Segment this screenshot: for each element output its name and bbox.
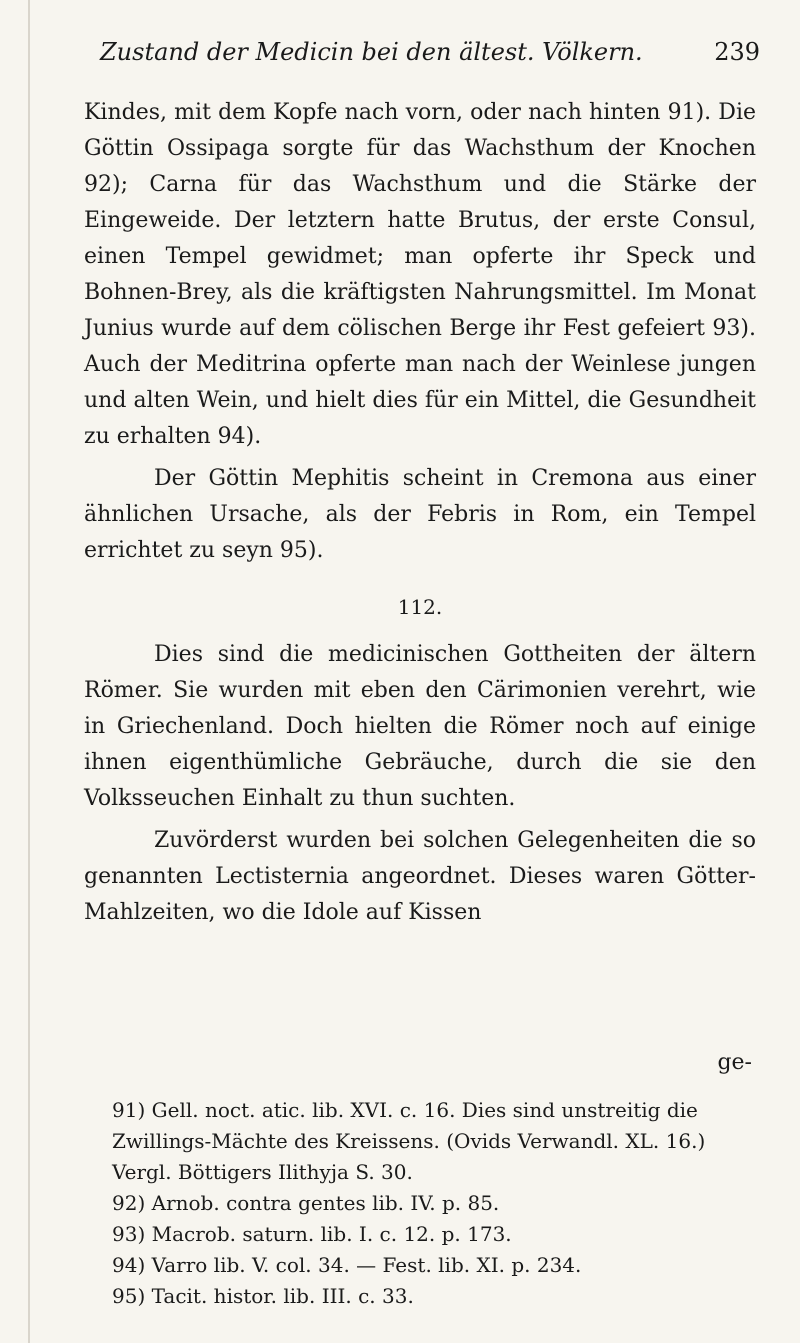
paragraph-3: Dies sind die medicinischen Gottheiten der ältern Römer. Sie wurden mit eben den Cärimonien verehrt, wie in Griechenland. Doch hielten die Römer noch auf einige ihnen eigenthümliche Gebräuche, durch die sie den Volksseuchen Einhalt zu thun suchten. [84, 642, 756, 811]
footnote [112, 1188, 760, 1219]
footnote-number: 95) [112, 1284, 146, 1308]
footnote-number: 92) [112, 1191, 146, 1215]
footnote [112, 1095, 760, 1188]
footnote-text: Tacit. histor. lib. III. c. 33. [151, 1284, 414, 1308]
catchword: ge- [717, 1050, 752, 1075]
footnote-number: 93) [112, 1222, 146, 1246]
footnote [112, 1250, 760, 1281]
paragraph-2: Der Göttin Mephitis scheint in Cremona aus einer ähnlichen Ursache, als der Febris in Rom, ein Tempel errichtet zu seyn 95). [84, 466, 756, 563]
running-title: Zustand der Medicin bei den ältest. Völkern. [100, 38, 643, 66]
paragraph-4: Zuvörderst wurden bei solchen Gelegenheiten die so genannten Lectisternia angeordnet. Dieses waren Götter-Mahlzeiten, wo die Idole auf Kissen [84, 828, 756, 925]
running-header [100, 38, 760, 78]
footnote-text: Gell. noct. atic. lib. XVI. c. 16. Dies sind unstreitig die Zwillings-Mächte des Kreissens. (Ovids Verwandl. XL. 16.) Vergl. Böttigers Ilithyja S. 30. [112, 1098, 706, 1184]
footnote-text: Varro lib. V. col. 34. — Fest. lib. XI. p. 234. [151, 1253, 582, 1277]
section-number: 112. [397, 595, 443, 619]
main-text [84, 95, 756, 931]
page-number: 239 [714, 38, 760, 66]
footnote [112, 1219, 760, 1250]
footnotes [112, 1095, 760, 1312]
footnote-text: Arnob. contra gentes lib. IV. p. 85. [151, 1191, 500, 1215]
footnote-text: Macrob. saturn. lib. I. c. 12. p. 173. [151, 1222, 512, 1246]
footnote-number: 91) [112, 1098, 146, 1122]
paragraph-1: Kindes, mit dem Kopfe nach vorn, oder nach hinten 91). Die Göttin Ossipaga sorgte für das Wachsthum der Knochen 92); Carna für das Wachsthum und die Stärke der Eingeweide. Der letztern hatte Brutus, der erste Consul, einen Tempel gewidmet; man opferte ihr Speck und Bohnen-Brey, als die kräftigsten Nahrungsmittel. Im Monat Junius wurde auf dem cölischen Berge ihr Fest gefeiert 93). Auch der Meditrina opferte man nach der Weinlese jungen und alten Wein, und hielt dies für ein Mittel, die Gesundheit zu erhalten 94). [84, 100, 756, 449]
page-edge-shadow [28, 0, 30, 1343]
footnote [112, 1281, 760, 1312]
footnote-number: 94) [112, 1253, 146, 1277]
